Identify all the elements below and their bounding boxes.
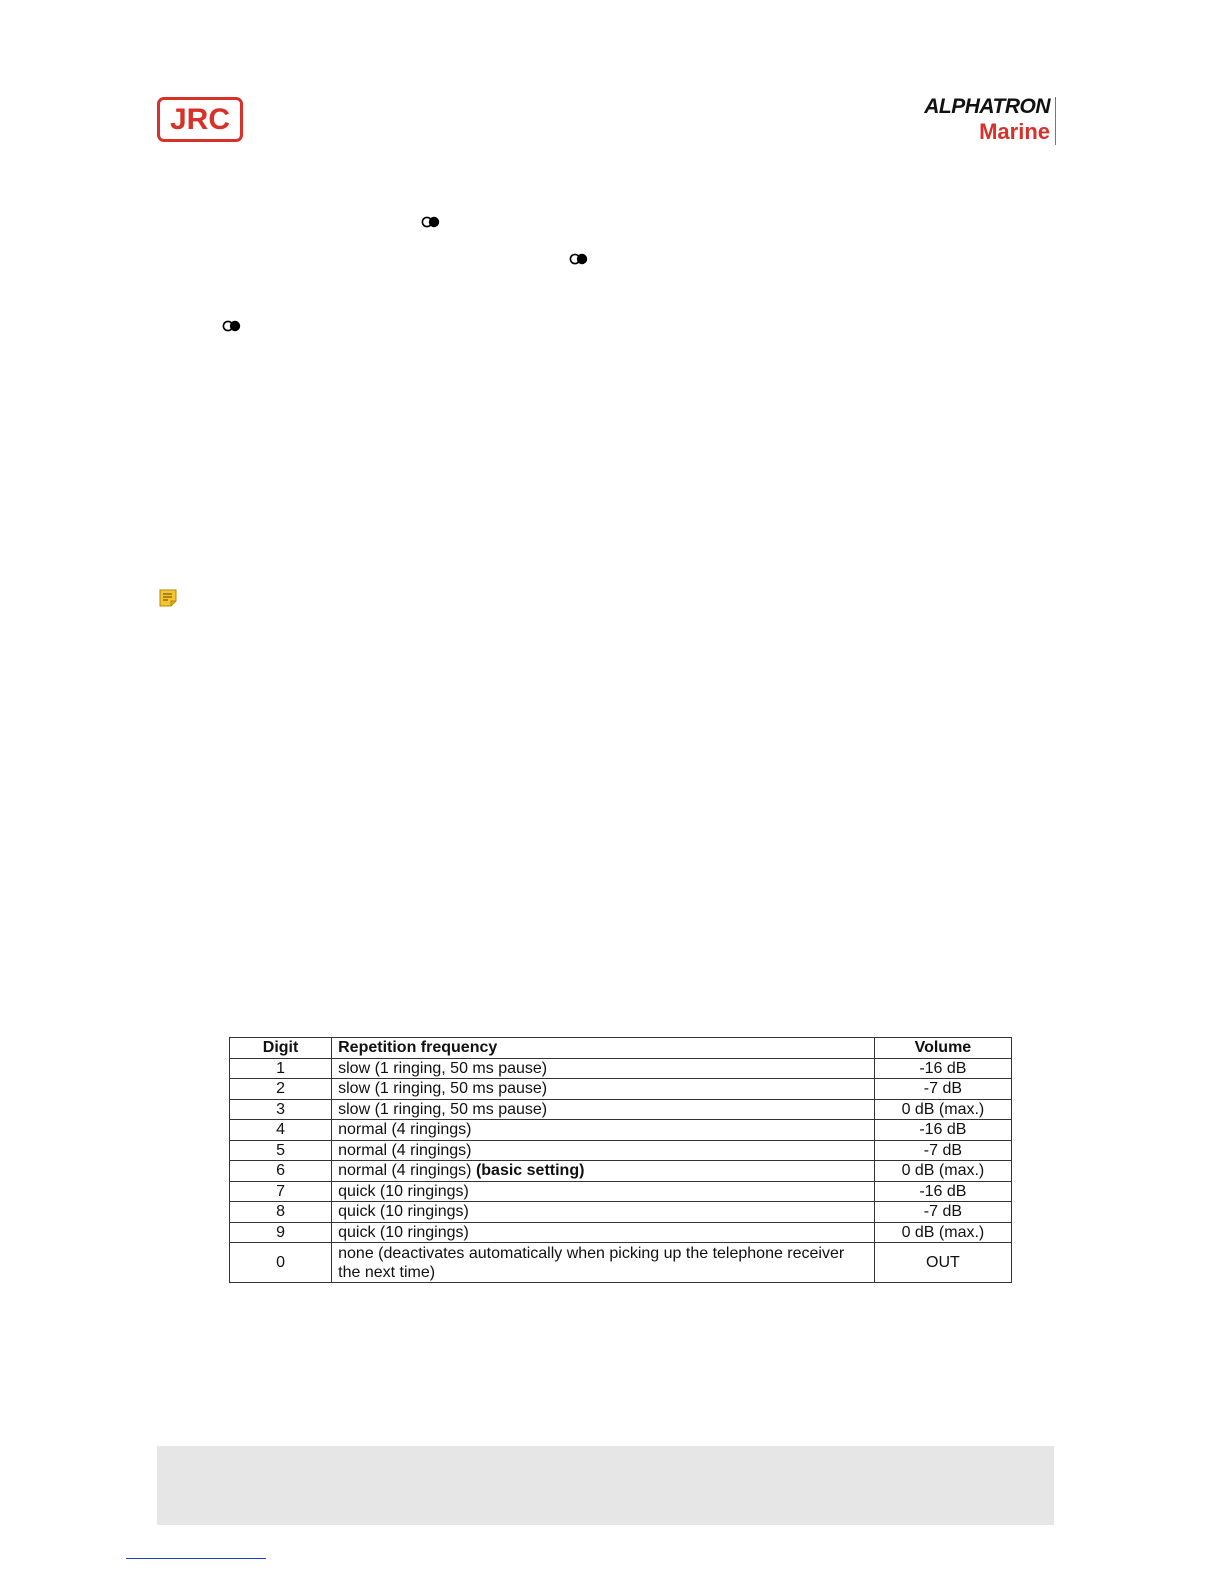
footer-link-underline[interactable] — [126, 1558, 266, 1559]
cell-digit: 6 — [230, 1161, 332, 1182]
cell-volume: 0 dB (max.) — [874, 1161, 1011, 1182]
cell-frequency: slow (1 ringing, 50 ms pause) — [332, 1079, 875, 1100]
cell-digit: 3 — [230, 1099, 332, 1120]
table-row — [230, 1202, 1012, 1223]
cell-frequency: slow (1 ringing, 50 ms pause) — [332, 1058, 875, 1079]
cell-volume: -16 dB — [874, 1120, 1011, 1141]
cell-frequency: quick (10 ringings) — [332, 1222, 875, 1243]
table-row — [230, 1140, 1012, 1161]
key-button-icon — [420, 216, 442, 228]
cell-volume: 0 dB (max.) — [874, 1222, 1011, 1243]
alphatron-marine-logo — [906, 95, 1056, 145]
cell-volume: 0 dB (max.) — [874, 1099, 1011, 1120]
cell-frequency: normal (4 ringings) — [332, 1120, 875, 1141]
cell-frequency: slow (1 ringing, 50 ms pause) — [332, 1099, 875, 1120]
key-button-icon — [568, 253, 590, 265]
cell-digit: 7 — [230, 1181, 332, 1202]
basic-setting-label: (basic setting) — [475, 1162, 585, 1180]
table-row — [230, 1181, 1012, 1202]
column-header-digit: Digit — [230, 1038, 332, 1059]
key-button-icon — [221, 320, 243, 332]
table-row — [230, 1079, 1012, 1100]
cell-frequency: none (deactivates automatically when picking up the telephone receiver the next time) — [332, 1243, 875, 1283]
table-row — [230, 1161, 1012, 1182]
ringing-settings-table — [229, 1037, 1012, 1283]
column-header-volume: Volume — [874, 1038, 1011, 1059]
table-row — [230, 1120, 1012, 1141]
table-row — [230, 1058, 1012, 1079]
cell-frequency: quick (10 ringings) — [332, 1181, 875, 1202]
cell-digit: 2 — [230, 1079, 332, 1100]
cell-volume: -16 dB — [874, 1058, 1011, 1079]
marine-logo-text: Marine — [979, 119, 1050, 144]
cell-volume: OUT — [874, 1243, 1011, 1283]
table-row — [230, 1099, 1012, 1120]
cell-digit: 5 — [230, 1140, 332, 1161]
footer-band — [157, 1446, 1054, 1525]
cell-digit: 1 — [230, 1058, 332, 1079]
cell-volume: -16 dB — [874, 1181, 1011, 1202]
table-row — [230, 1222, 1012, 1243]
cell-digit: 4 — [230, 1120, 332, 1141]
table-header-row — [230, 1038, 1012, 1059]
cell-frequency: normal (4 ringings) — [332, 1140, 875, 1161]
jrc-logo — [157, 97, 243, 142]
jrc-logo-text: JRC — [169, 103, 230, 136]
cell-frequency-text: normal (4 ringings) — [338, 1162, 476, 1180]
cell-volume: -7 dB — [874, 1140, 1011, 1161]
cell-digit: 0 — [230, 1243, 332, 1283]
cell-digit: 9 — [230, 1222, 332, 1243]
cell-frequency: quick (10 ringings) — [332, 1202, 875, 1223]
cell-volume: -7 dB — [874, 1079, 1011, 1100]
cell-frequency — [332, 1161, 875, 1182]
table-row — [230, 1243, 1012, 1283]
alphatron-logo-text: ALPHATRON — [924, 95, 1050, 118]
cell-digit: 8 — [230, 1202, 332, 1223]
note-icon — [158, 588, 178, 608]
column-header-frequency: Repetition frequency — [332, 1038, 875, 1059]
cell-volume: -7 dB — [874, 1202, 1011, 1223]
